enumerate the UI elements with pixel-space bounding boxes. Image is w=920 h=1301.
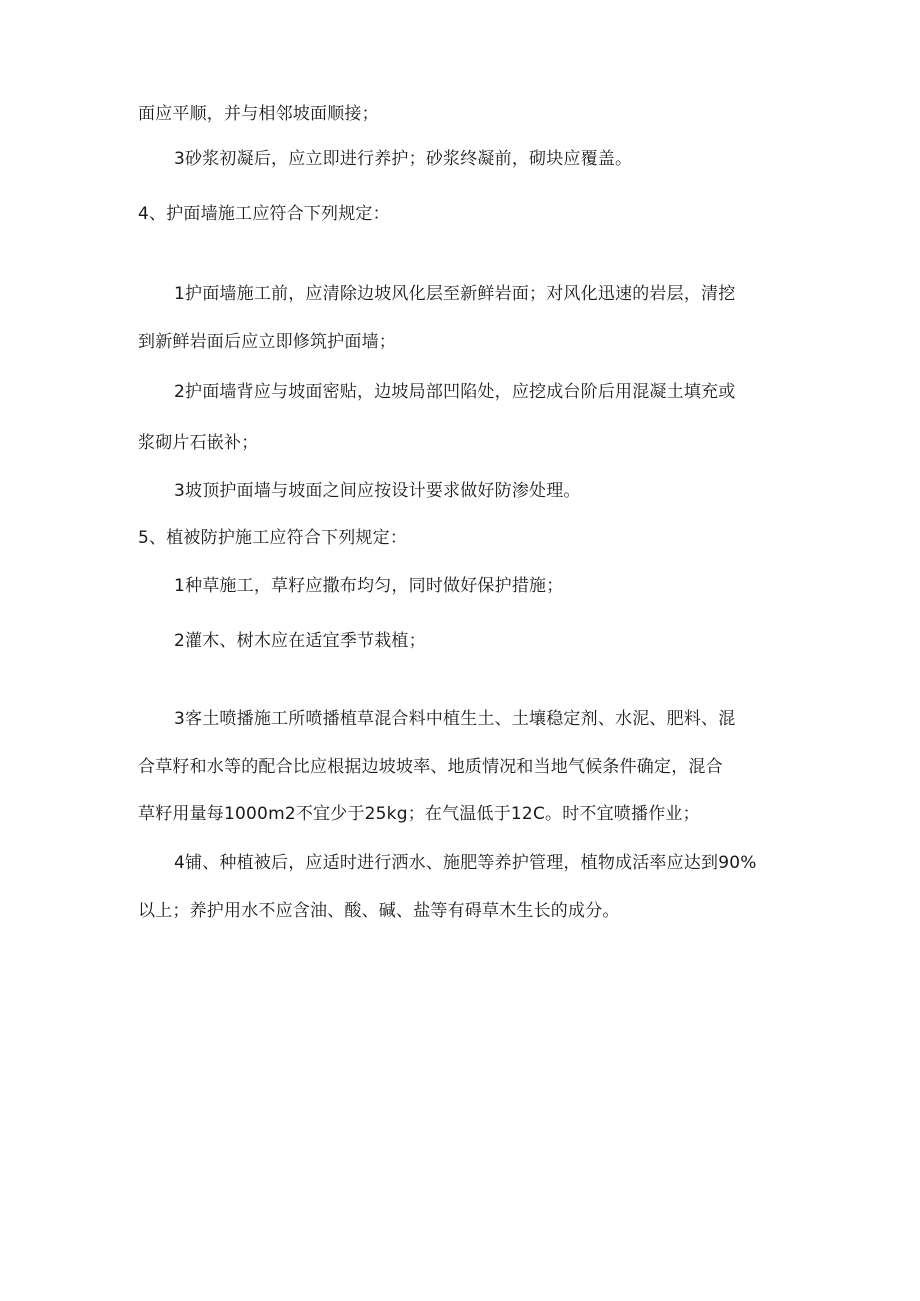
text-line: 草籽用量每1000m2不宜少于25kg；在气温低于12C。时不宜喷播作业； bbox=[138, 804, 700, 824]
text-line: 3坡顶护面墙与坡面之间应按设计要求做好防渗处理。 bbox=[174, 481, 581, 501]
text-line: 合草籽和水等的配合比应根据边坡坡率、地质情况和当地气候条件确定，混合 bbox=[138, 757, 723, 777]
text-line: 到新鲜岩面后应立即修筑护面墙； bbox=[138, 332, 396, 352]
section-heading: 5、植被防护施工应符合下列规定： bbox=[138, 528, 408, 548]
text-line: 以上；养护用水不应含油、酸、碱、盐等有碍草木生长的成分。 bbox=[138, 901, 620, 921]
text-line: 1种草施工，草籽应撒布均匀，同时做好保护措施； bbox=[174, 576, 564, 596]
section-heading: 4、护面墙施工应符合下列规定： bbox=[138, 204, 390, 224]
text-line: 2护面墙背应与坡面密贴，边坡局部凹陷处，应挖成台阶后用混凝土填充或 bbox=[174, 382, 736, 402]
text-line: 3客土喷播施工所喷播植草混合料中植生土、土壤稳定剂、水泥、肥料、混 bbox=[174, 709, 736, 729]
text-line: 面应平顺，并与相邻坡面顺接； bbox=[138, 104, 379, 124]
text-line: 4铺、种植被后，应适时进行洒水、施肥等养护管理，植物成活率应达到90% bbox=[174, 853, 757, 873]
text-line: 浆砌片石嵌补； bbox=[138, 433, 259, 453]
text-line: 1护面墙施工前，应清除边坡风化层至新鲜岩面；对风化迅速的岩层，清挖 bbox=[174, 284, 736, 304]
text-line: 2灌木、树木应在适宜季节栽植； bbox=[174, 631, 426, 651]
text-line: 3砂浆初凝后，应立即进行养护；砂浆终凝前，砌块应覆盖。 bbox=[174, 149, 633, 169]
